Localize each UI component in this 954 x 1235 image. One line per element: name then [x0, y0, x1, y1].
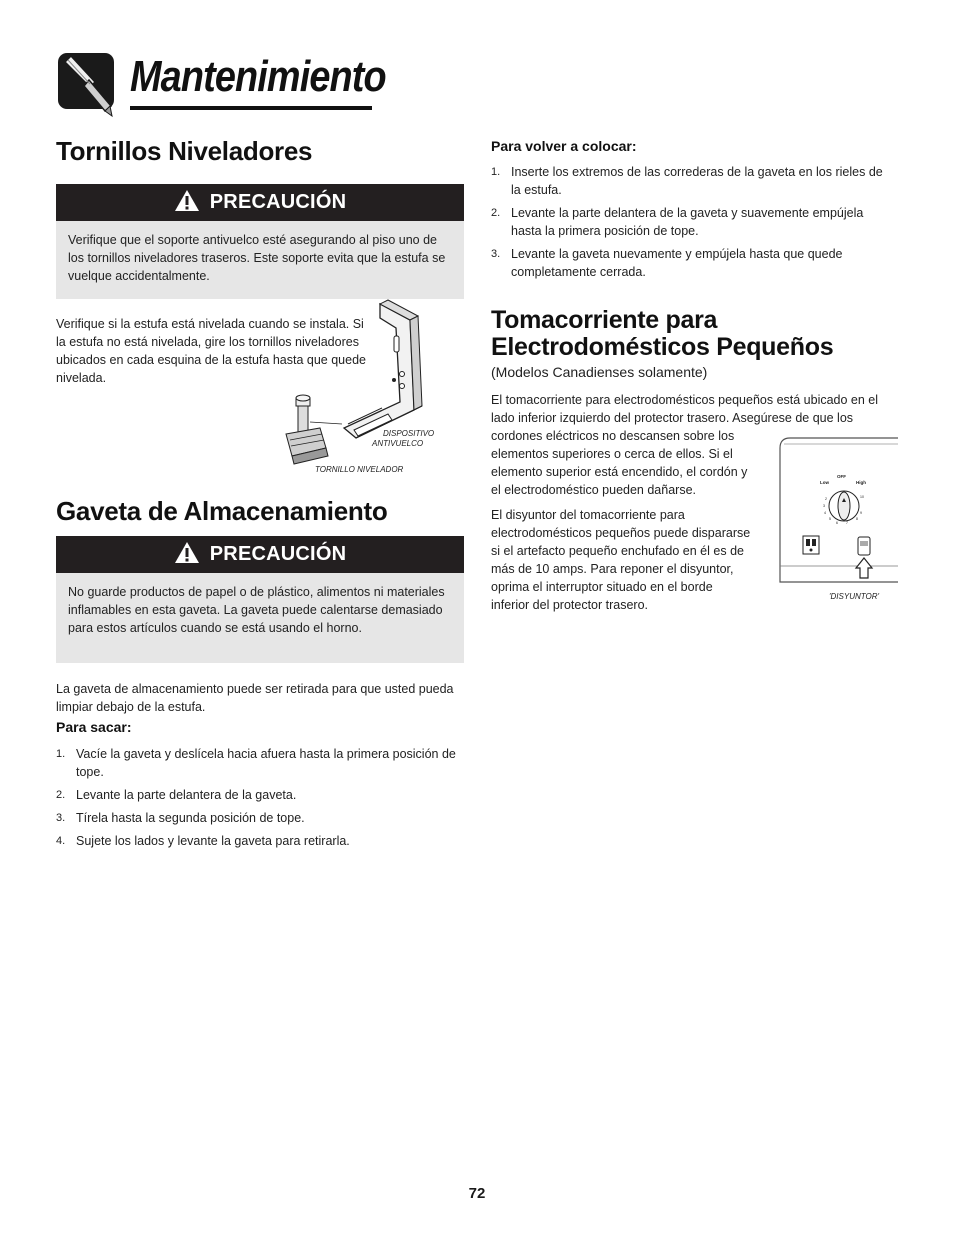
- leveling-screw-caption: TORNILLO NIVELADOR: [315, 465, 404, 474]
- knob-label-off: OFF: [837, 474, 846, 479]
- svg-text:5: 5: [829, 517, 831, 521]
- outlet-heading-line2: Electrodomésticos Pequeños: [491, 333, 834, 361]
- outlet-subheading: (Modelos Canadienses solamente): [491, 364, 708, 380]
- svg-text:4: 4: [824, 511, 826, 515]
- list-item: 3. Levante la gaveta nuevamente y empújela hasta que quede completamente cerrada.: [491, 247, 843, 279]
- leveling-caution-box: [56, 184, 464, 299]
- warning-triangle-icon: [174, 189, 200, 217]
- list-item: 2. Levante la parte delantera de la gaveta.: [56, 788, 297, 802]
- outlet-para1: El tomacorriente para electrodomésticos pequeños está ubicado en el lado inferior izquierdo del protector trasero. Asegúrese de que los: [491, 393, 879, 425]
- caution-label: PRECAUCIÓN: [209, 543, 347, 565]
- svg-text:7: 7: [846, 521, 848, 525]
- replace-heading: Para volver a colocar:: [491, 138, 637, 154]
- anti-tip-caption-line2: ANTIVUELCO: [372, 439, 424, 448]
- svg-text:6: 6: [836, 521, 838, 525]
- leveling-heading: Tornillos Niveladores: [56, 136, 313, 166]
- drawer-body: La gaveta de almacenamiento puede ser retirada para que usted pueda limpiar debajo de la estufa.: [56, 682, 454, 714]
- remove-steps-list: [56, 745, 462, 855]
- svg-text:10: 10: [860, 495, 864, 499]
- knob-label-low: Low: [820, 480, 829, 485]
- knob-label-high: High: [856, 480, 866, 485]
- drawer-heading: Gaveta de Almacenamiento: [56, 496, 388, 526]
- caution-label: PRECAUCIÓN: [209, 191, 347, 213]
- svg-text:8: 8: [856, 517, 858, 521]
- caution-header: [56, 184, 464, 221]
- svg-text:2: 2: [825, 497, 827, 501]
- outlet-heading-line1: Tomacorriente para: [491, 306, 718, 334]
- svg-text:3: 3: [823, 504, 825, 508]
- title-underline: [130, 106, 372, 110]
- warning-triangle-icon: [174, 541, 200, 569]
- list-item: 1. Inserte los extremos de las correderas de la gaveta en los rieles de la estufa.: [491, 165, 883, 197]
- screwdriver-icon: [57, 50, 119, 118]
- breaker-caption: 'DISYUNTOR': [829, 592, 880, 601]
- replace-steps-list: [491, 163, 893, 286]
- list-item: 2. Levante la parte delantera de la gaveta y suavemente empújela hasta la primera posición de tope.: [491, 206, 864, 238]
- page-title: Mantenimiento: [130, 52, 386, 101]
- leveling-body: Verifique si la estufa está nivelada cuando se instala. Si la estufa no está nivelada, gire los tornillos niveladores ubicados en cada esquina de la estufa hasta que quede nivelada.: [56, 317, 366, 385]
- drawer-caution-box: [56, 536, 464, 663]
- anti-tip-bracket-illustration: [282, 298, 458, 480]
- backguard-breaker-illustration: [776, 436, 900, 586]
- caution-header: [56, 536, 464, 573]
- outlet-para1-wrap: cordones eléctricos no descansen sobre los elementos superiores o cerca de ellos. Si el elemento superior está encendido, el cordón y el electrodoméstico pueden dañarse.: [491, 429, 748, 497]
- svg-text:9: 9: [860, 511, 862, 515]
- remove-heading: Para sacar:: [56, 719, 132, 735]
- caution-text: No guarde productos de papel o de plástico, alimentos ni materiales inflamables en esta gaveta. La gaveta puede calentarse demasiado para estos artículos cuando se está usando el horno.: [56, 573, 464, 663]
- list-item: 3. Tírela hasta la segunda posición de tope.: [56, 811, 305, 825]
- caution-text: Verifique que el soporte antivuelco esté asegurando al piso uno de los tornillos niveladores traseros. Este soporte evita que la estufa se vuelque accidentalmente.: [56, 221, 464, 299]
- anti-tip-caption-line1: DISPOSITIVO: [383, 429, 435, 438]
- outlet-para2: El disyuntor del tomacorriente para electrodomésticos pequeños puede dispararse si el artefacto pequeño enchufado en él es de más de 10 amps. Para reponer el disyuntor, oprima el interruptor situado en el borde inferior del protector trasero.: [491, 508, 751, 612]
- list-item: 4. Sujete los lados y levante la gaveta para retirarla.: [56, 834, 350, 848]
- list-item: 1. Vacíe la gaveta y deslícela hacia afuera hasta la primera posición de tope.: [56, 747, 456, 779]
- page-number: 72: [468, 1185, 486, 1202]
